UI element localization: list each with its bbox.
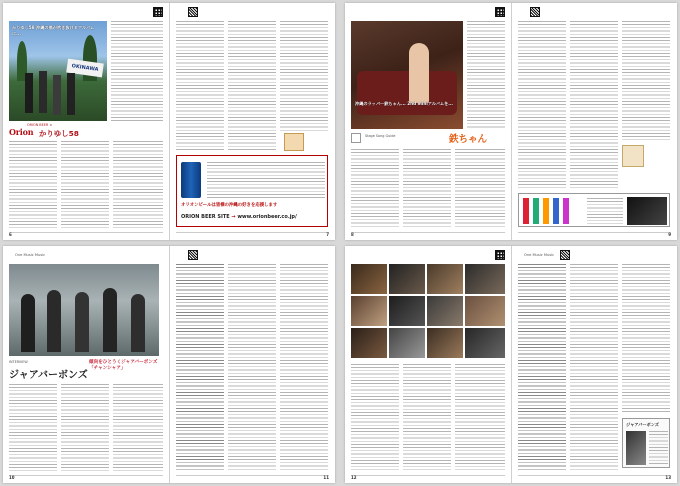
info-sidebar-box — [622, 418, 670, 468]
body-text-column — [280, 264, 328, 470]
page-9 — [512, 3, 677, 240]
body-text-column — [455, 149, 505, 229]
hero-photo — [9, 264, 159, 356]
body-text-column — [622, 21, 670, 141]
spread-tetsuchan — [345, 3, 677, 240]
spread-orion — [3, 3, 335, 240]
band-member — [103, 288, 117, 352]
page-number: 6 — [9, 232, 12, 237]
photo-caption: かりゆし58 沖縄の風が吹き抜けるアルバムに... — [12, 25, 95, 36]
body-text-column — [113, 141, 163, 229]
qr-code-icon — [495, 250, 505, 260]
body-text-column — [228, 21, 276, 151]
body-text-column — [280, 21, 328, 131]
artist-icon-box — [351, 133, 361, 143]
page-header — [351, 250, 505, 260]
body-text-column — [570, 21, 618, 189]
ad-brand-line: ORION BEER SITE → www.orionbeer.co.jp/ — [181, 214, 297, 220]
page-7 — [170, 3, 335, 240]
footer-rule — [9, 475, 163, 476]
footer-rule — [176, 475, 329, 476]
page-12 — [345, 246, 511, 483]
page-number: 11 — [323, 475, 329, 480]
band-member — [21, 294, 35, 352]
photo-grid-item — [389, 328, 425, 358]
body-text-column — [61, 141, 109, 229]
body-text-column — [351, 364, 399, 470]
body-text-column — [61, 384, 109, 472]
footer-rule — [518, 232, 671, 233]
page-8 — [345, 3, 511, 240]
page-header — [9, 250, 163, 260]
band-member — [39, 71, 47, 113]
ad-url[interactable]: www.orionbeer.co.jp/ — [237, 214, 297, 220]
photo-grid-item — [427, 296, 463, 326]
band-member — [131, 294, 145, 352]
article-kicker: ORION BEER × — [27, 123, 53, 127]
page-11 — [170, 246, 335, 483]
photo-caption: 沖縄のラッパー鉄ちゃん... 2nd miniアルバムを... — [355, 101, 454, 106]
body-text-column — [467, 21, 505, 129]
footer-rule — [351, 475, 505, 476]
footer-rule — [176, 232, 329, 233]
qr-code-icon-secondary — [560, 250, 570, 260]
footer-rule — [9, 232, 163, 233]
band-member — [53, 75, 61, 115]
qr-code-icon-secondary — [188, 7, 198, 17]
body-text-column — [518, 264, 566, 470]
beer-can-image — [181, 162, 201, 198]
sidebar-box-text — [649, 431, 668, 465]
article-title: 鉄ちゃん — [449, 134, 488, 145]
photo-grid-item — [427, 328, 463, 358]
ad-headline: オリオンビールは皆様の沖縄の好きを応援します — [181, 203, 278, 208]
promo-photo — [627, 197, 667, 225]
article-subtitle: 傾向をひとうくジャアバーボンズ「チャンシャア」 — [89, 360, 158, 372]
body-text-column — [455, 364, 505, 470]
header-meta: One Music Music — [15, 253, 46, 257]
body-text-column — [113, 384, 163, 472]
body-text-column — [622, 264, 670, 414]
sofa — [357, 71, 457, 115]
photo-grid-item — [427, 264, 463, 294]
spread-jaabarbons — [3, 246, 335, 483]
page-header — [518, 7, 671, 17]
orion-logo: Orion — [9, 127, 34, 137]
okinawa-sign: OKINAWA — [66, 59, 104, 78]
band-member — [75, 292, 89, 352]
photo-grid-item — [465, 296, 505, 326]
page-number: 7 — [326, 232, 329, 237]
hero-photo — [9, 21, 107, 121]
body-text-column — [403, 364, 451, 470]
photo-grid-item — [351, 264, 387, 294]
page-number: 12 — [351, 475, 357, 480]
band-member — [25, 73, 33, 113]
page-6 — [3, 3, 169, 240]
qr-code-icon — [495, 7, 505, 17]
article-kicker: INTERVIEW — [9, 360, 28, 364]
page-header — [9, 7, 163, 17]
body-text-column — [570, 264, 618, 470]
sidebar-thumb — [284, 133, 304, 151]
ad-body-text — [207, 162, 325, 198]
sidebar-thumb — [622, 145, 644, 167]
body-text-column — [176, 21, 224, 151]
body-text-column — [351, 149, 399, 229]
band-member — [47, 290, 61, 352]
ad-brand: ORION BEER SITE — [181, 214, 230, 220]
page-header — [176, 7, 329, 17]
body-text-column — [403, 149, 451, 229]
hero-photo — [351, 21, 463, 129]
body-text-column — [228, 264, 276, 470]
guitar-illustration — [523, 198, 583, 224]
orion-ad — [176, 155, 328, 227]
photo-grid-item — [351, 328, 387, 358]
footer-rule — [351, 232, 505, 233]
photo-grid-item — [465, 264, 505, 294]
sidebar-box-photo — [626, 431, 646, 465]
photo-grid-item — [351, 296, 387, 326]
article-title: ジャアバーボンズ — [9, 370, 88, 381]
page-number: 9 — [668, 232, 671, 237]
band-member — [67, 73, 75, 115]
body-text-column — [518, 21, 566, 189]
qr-code-icon — [153, 7, 163, 17]
body-text-column — [9, 141, 57, 229]
qr-code-icon-secondary — [188, 250, 198, 260]
body-text-column — [111, 21, 163, 121]
body-text-column — [176, 264, 224, 470]
body-text-column — [9, 384, 57, 472]
spread-jaabarbons-continued — [345, 246, 677, 483]
page-number: 13 — [665, 475, 671, 480]
article-title: かりゆし58 — [39, 129, 79, 138]
article-kicker: Stage Song Guide — [365, 134, 396, 138]
page-13 — [512, 246, 677, 483]
photo-grid-item — [389, 296, 425, 326]
page-number: 10 — [9, 475, 15, 480]
page-10 — [3, 246, 169, 483]
page-number: 8 — [351, 232, 354, 237]
footer-rule — [518, 475, 671, 476]
sidebar-box-title: ジャアバーボンズ — [626, 422, 659, 427]
page-header — [176, 250, 329, 260]
header-meta: One Music Music — [524, 253, 555, 257]
qr-code-icon-secondary — [530, 7, 540, 17]
page-header — [518, 250, 671, 260]
page-header — [351, 7, 505, 17]
guitar-ad — [518, 193, 670, 227]
photo-grid-item — [389, 264, 425, 294]
ad-body-text — [587, 198, 623, 224]
photo-grid-item — [465, 328, 505, 358]
person — [409, 43, 429, 103]
